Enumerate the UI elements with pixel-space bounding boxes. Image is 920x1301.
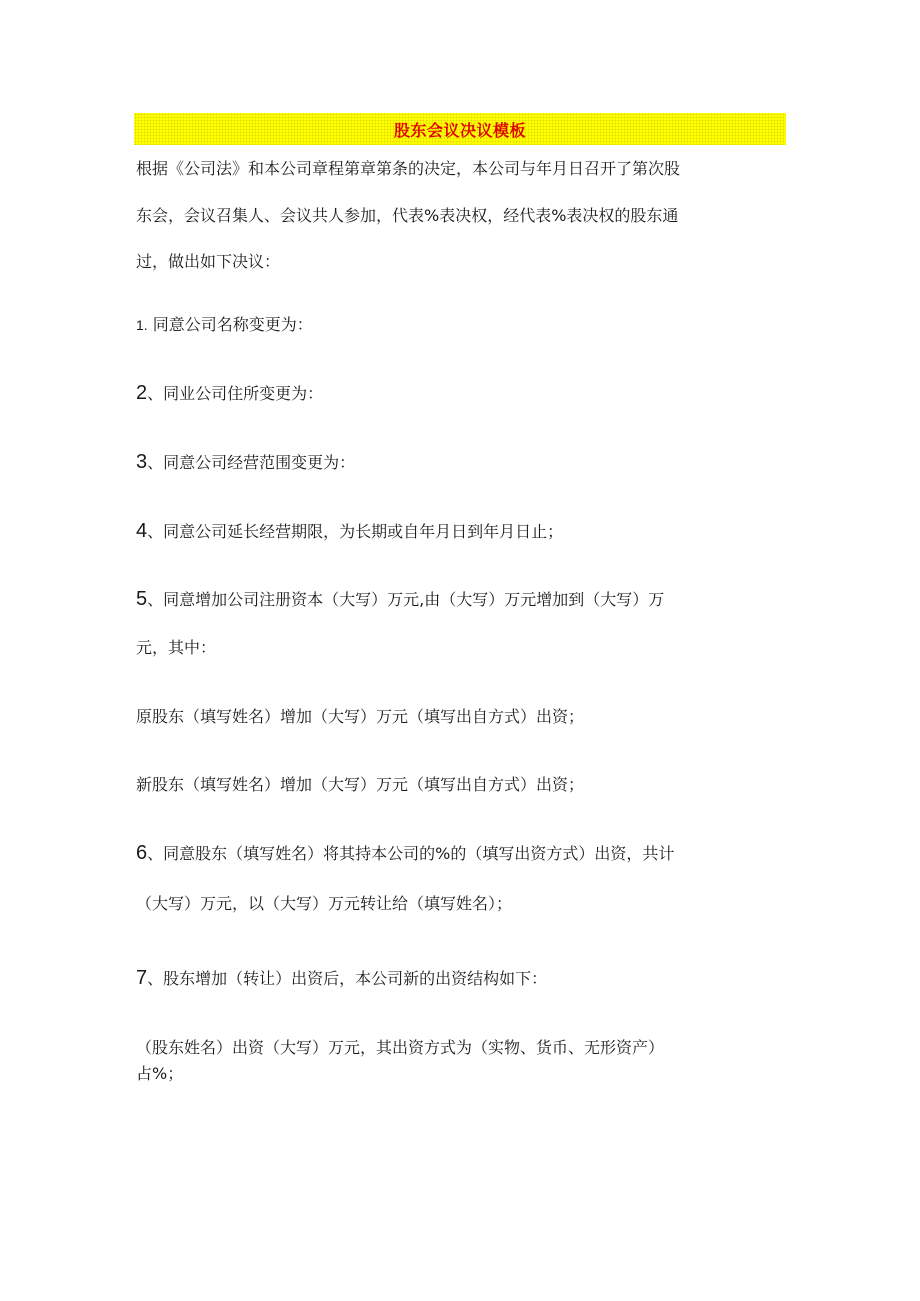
item-text: 、同意公司经营范围变更为： bbox=[147, 453, 356, 472]
item-number: 1. bbox=[136, 317, 148, 333]
item-number: 3 bbox=[136, 451, 148, 473]
intro-line-1: 根据《公司法》和本公司章程第章第条的决定，本公司与年月日召开了第次股 bbox=[136, 159, 681, 178]
item-number: 5 bbox=[136, 588, 148, 610]
item-text: 同意公司名称变更为： bbox=[152, 315, 313, 334]
structure-line-2: 占%； bbox=[136, 1064, 184, 1083]
title-banner bbox=[134, 113, 786, 145]
item-text: 、同意股东（填写姓名）将其持本公司的%的（填写出资方式）出资，共计 bbox=[147, 844, 675, 863]
resolution-item-2 bbox=[136, 382, 323, 405]
item-number: 7 bbox=[136, 967, 148, 989]
old-shareholder-line: 原股东（填写姓名）增加（大写）万元（填写出自方式）出资； bbox=[136, 707, 585, 726]
item-text: 、股东增加（转让）出资后，本公司新的出资结构如下： bbox=[147, 969, 548, 988]
resolution-item-7 bbox=[136, 967, 547, 990]
new-shareholder-line: 新股东（填写姓名）增加（大写）万元（填写出自方式）出资； bbox=[136, 775, 585, 794]
item-text: 、同意公司延长经营期限，为长期或自年月日到年月日止； bbox=[147, 522, 564, 541]
structure-line-1: （股东姓名）出资（大写）万元，其出资方式为（实物、货币、无形资产） bbox=[136, 1038, 665, 1057]
intro-line-3: 过，做出如下决议： bbox=[136, 252, 281, 271]
item-number: 4 bbox=[136, 520, 148, 542]
resolution-item-3 bbox=[136, 451, 355, 474]
item-number: 2 bbox=[136, 382, 148, 404]
resolution-item-6-continued: （大写）万元，以（大写）万元转让给（填写姓名）； bbox=[136, 894, 513, 913]
resolution-item-1 bbox=[136, 314, 313, 336]
document-title: 股东会议决议模板 bbox=[393, 120, 526, 140]
resolution-item-6 bbox=[136, 842, 674, 865]
resolution-item-4 bbox=[136, 520, 563, 543]
item-text: 、同业公司住所变更为： bbox=[147, 384, 324, 403]
resolution-item-5-continued: 元，其中： bbox=[136, 638, 217, 657]
item-number: 6 bbox=[136, 842, 148, 864]
item-text: 、同意增加公司注册资本（大写）万元,由（大写）万元增加到（大写）万 bbox=[147, 590, 665, 609]
resolution-item-5 bbox=[136, 588, 664, 611]
intro-line-2: 东会，会议召集人、会议共人参加，代表%表决权，经代表%表决权的股东通 bbox=[136, 206, 679, 225]
